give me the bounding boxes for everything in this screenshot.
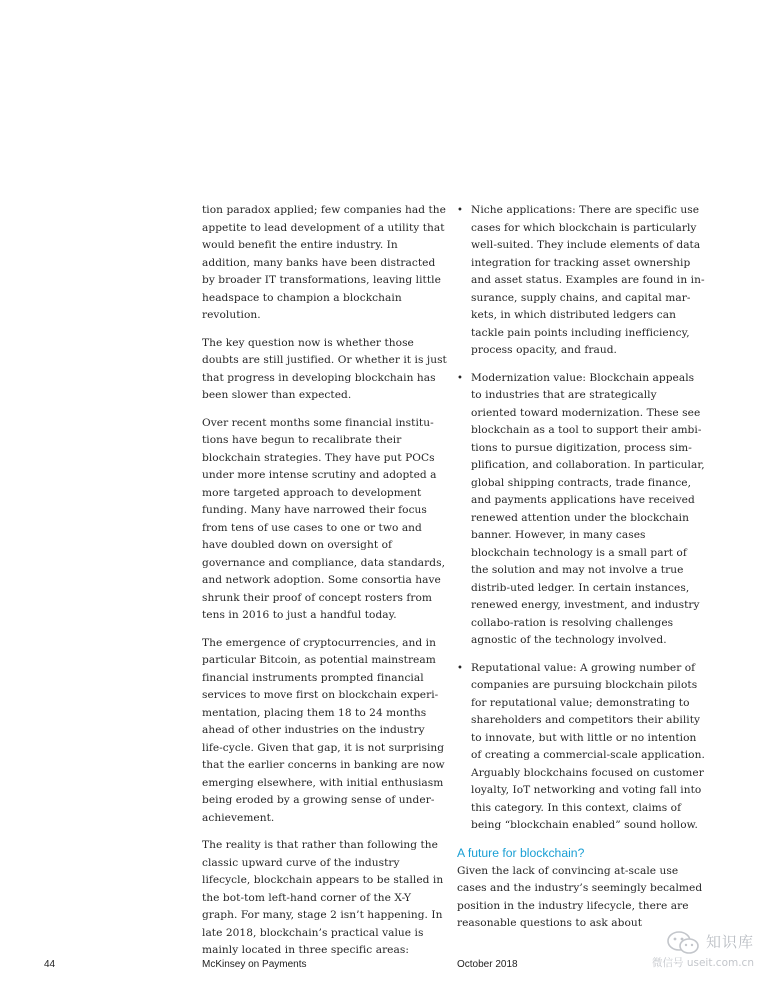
- list-item: [457, 370, 705, 650]
- bullet-icon: •: [457, 372, 463, 384]
- publication-date: October 2018: [457, 959, 518, 970]
- body-paragraph: The key question now is whether those doubts are still justified. Or whether it is just that progress in developing blockchain has been slower than expected.: [202, 336, 447, 401]
- section-paragraph: Given the lack of convincing at-scale use cases and the industry’s seemingly becalmed position in the industry lifecycle, there are reasonable questions to ask about: [457, 864, 703, 929]
- list-item-text: Modernization value: Blockchain appeals to industries that are strategically oriented toward modernization. These see blockchain as a tool to support their ambi-tions to pursue digitization, process sim-plification, and collaboration. In particular, global shipping contracts, trade finance, and payments applications have received renewed attention under the blockchain banner. However, in many cases blockchain technology is a small part of the solution and may not involve a true distrib-uted ledger. In certain instances, renewed energy, investment, and industry collabo-ration is resolving challenges agnostic of the technology involved.: [471, 371, 705, 646]
- body-paragraph: Over recent months some financial institu-tions have begun to recalibrate their blockchain strategies. They have put POCs under more intense scrutiny and adopted a more targeted approach to development funding. Many have narrowed their focus from tens of use cases to one or two and have doubled down on oversight of governance and compliance, data standards, and network adoption. Some consortia have shrunk their proof of concept rosters from tens in 2016 to just a handful today.: [202, 416, 446, 621]
- watermark-title: 知识库: [706, 933, 755, 951]
- list-item-text: Reputational value: A growing number of companies are pursuing blockchain pilots for reputational value; demonstrating to shareholders and competitors their ability to innovate, but with little or no intention of creating a commercial-scale application. Arguably blockchains focused on customer loyalty, IoT networking and voting fall into this category. In this context, claims of being “blockchain enabled” sound hollow.: [471, 661, 705, 831]
- list-item: [457, 660, 705, 835]
- body-paragraph: tion paradox applied; few companies had the appetite to lead development of a utility that would benefit the entire industry. In addition, many banks have been distracted by broader IT transformations, leaving little headspace to champion a blockchain revolution.: [202, 204, 446, 321]
- body-paragraph: The emergence of cryptocurrencies, and in particular Bitcoin, as potential mainstream financial instruments prompted financial services to move first on blockchain experi-mentation, placing them 18 to 24 months ahead of other industries on the industry life-cycle. Given that gap, it is not surprising that the earlier concerns in banking are now emerging elsewhere, with initial enthusiasm being eroded by a growing sense of under-achievement.: [202, 636, 445, 824]
- value-areas-list: [457, 202, 705, 835]
- list-item-text: Niche applications: There are specific use cases for which blockchain is particularly well-suited. They include elements of data integration for tracking asset ownership and asset status. Examples are found in in-surance, supply chains, and capital mar-kets, in which distributed ledgers can tackle pain points including inefficiency, process opacity, and fraud.: [471, 204, 705, 356]
- body-paragraph: The reality is that rather than following the classic upward curve of the industry lifecycle, blockchain appears to be stalled in the bot-tom left-hand corner of the X-Y graph. For many, stage 2 isn’t happening. In late 2018, blockchain’s practical value is mainly located in three specific areas:: [202, 839, 444, 956]
- page-number: 44: [44, 959, 56, 970]
- left-column: [202, 202, 447, 970]
- section-heading: A future for blockchain?: [457, 845, 585, 860]
- publication-name: McKinsey on Payments: [202, 959, 307, 970]
- bullet-icon: •: [457, 662, 463, 674]
- bullet-icon: •: [457, 205, 463, 216]
- wechat-icon: [666, 930, 700, 956]
- list-item: [457, 202, 705, 360]
- right-column: [457, 202, 705, 943]
- watermark-subtitle: 微信号 useit.com.cn: [652, 957, 754, 969]
- watermark: [652, 930, 762, 974]
